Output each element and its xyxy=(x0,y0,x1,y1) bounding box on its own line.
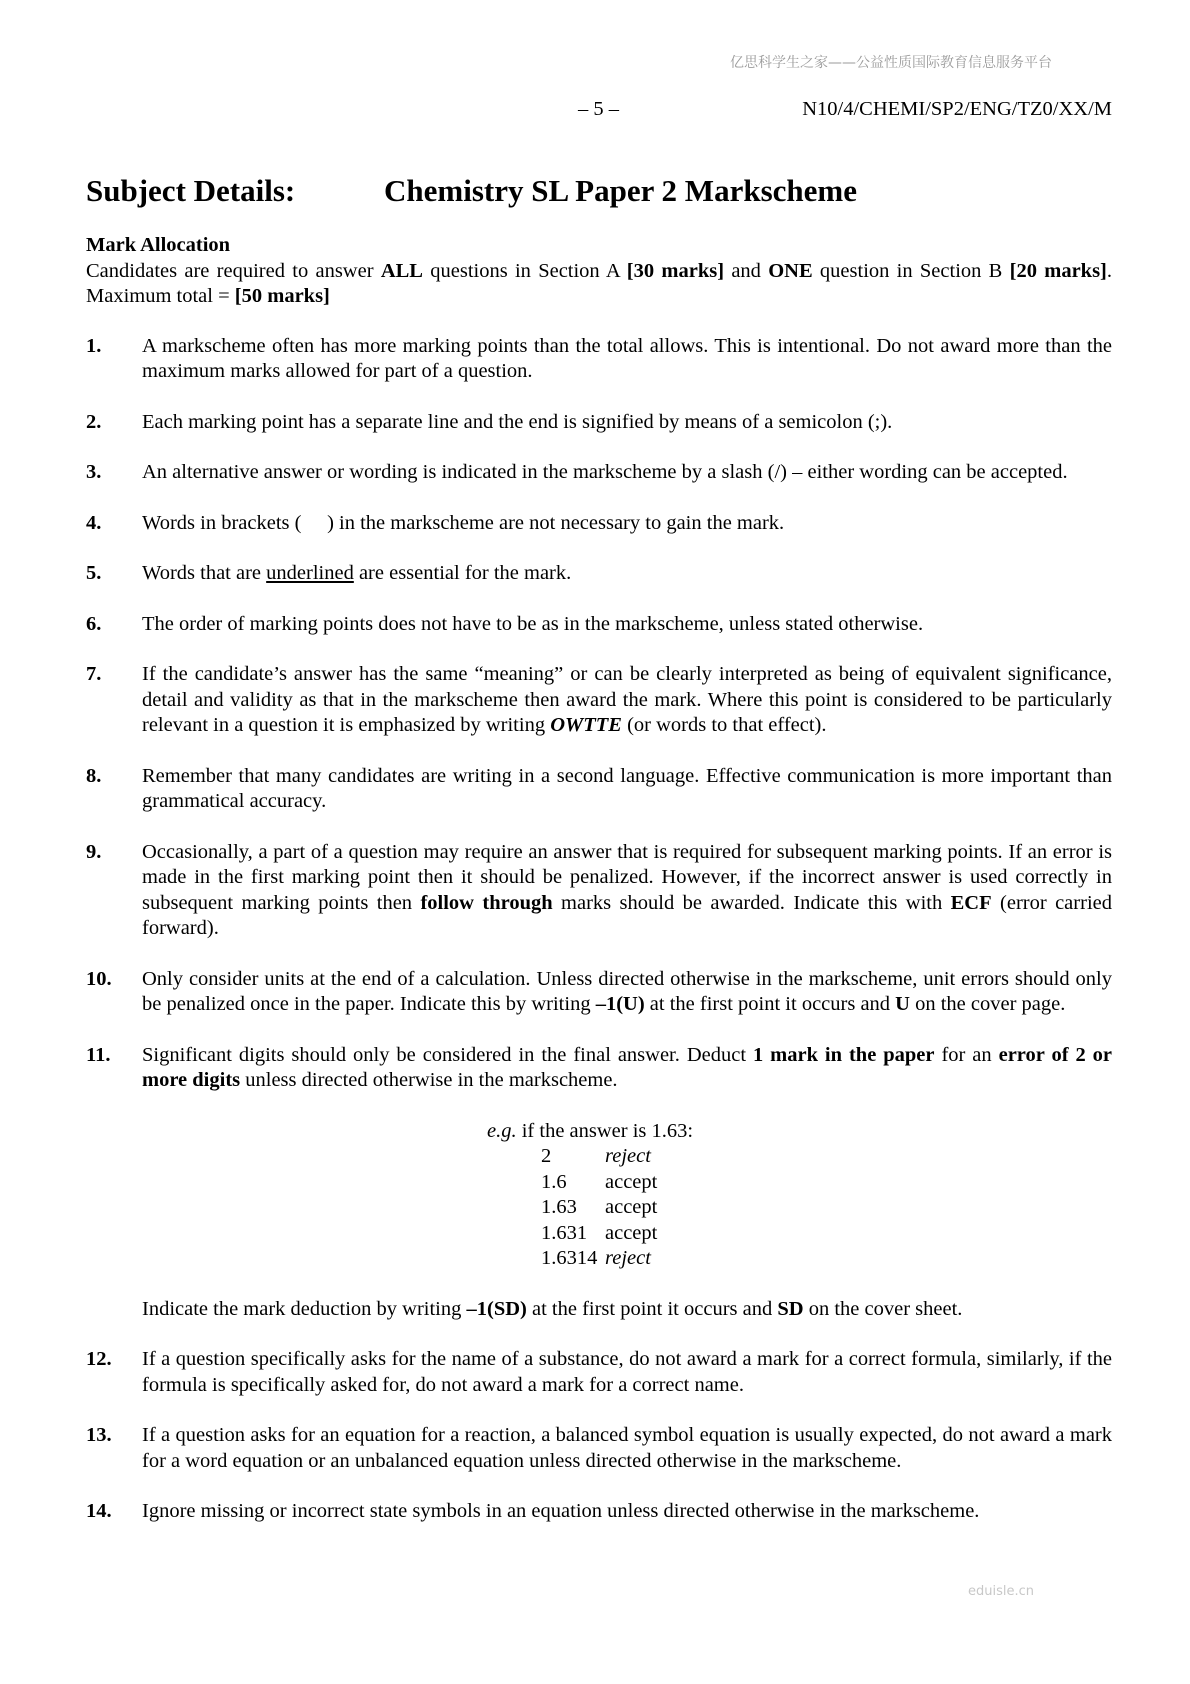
mark-allocation-heading: Mark Allocation xyxy=(86,234,231,256)
item-number: 9. xyxy=(86,840,102,863)
item-text: Words in brackets ( ) in the markscheme are not necessary to gain the mark. xyxy=(142,511,785,534)
list-item xyxy=(86,561,1112,587)
item-number: 7. xyxy=(86,663,102,685)
footer-watermark: eduisle.cn xyxy=(968,1584,1035,1599)
subject-title: Chemistry SL Paper 2 Markscheme xyxy=(384,173,857,208)
example-row: 2 reject xyxy=(541,1145,651,1167)
item-number: 8. xyxy=(86,764,102,787)
item-text: If a question specifically asks for the name of a substance, do not award a mark for a correct formula, similarly, if the formula is specifically asked for, do not award a mark for a correct name. xyxy=(142,1348,1112,1396)
item-text: Only consider units at the end of a calculation. Unless directed otherwise in the markscheme, unit errors should only be penalized once in the paper. Indicate this by writing –1(U) at the first point it occurs and U on the cover page. xyxy=(142,967,1112,1015)
item-text: A markscheme often has more marking points than the total allows. This is intentional. Do not award more than the maximum marks allowed for part of a question. xyxy=(142,334,1112,382)
list-item xyxy=(86,460,1112,486)
page-header xyxy=(0,97,1112,123)
markscheme-body xyxy=(86,233,1112,1525)
item-text: Words that are underlined are essential for the mark. xyxy=(142,562,572,584)
list-item xyxy=(86,1347,1112,1398)
item-text: If a question asks for an equation for a reaction, a balanced symbol equation is usually expected, do not award a mark for a word equation or an unbalanced equation unless directed otherwise in the markscheme. xyxy=(142,1424,1112,1472)
list-item xyxy=(86,410,1112,436)
item-number: 12. xyxy=(86,1348,112,1370)
item-text: If the candidate’s answer has the same “meaning” or can be clearly interpreted as being of equivalent significance, detail and validity as that in the markscheme then award the mark. Where this point is considered to be particularly relevant in a question it is emphasized by writing OWTTE (or words to that effect). xyxy=(142,663,1112,736)
subject-label: Subject Details: xyxy=(86,173,296,208)
item-number: 13. xyxy=(86,1424,112,1446)
subject-heading xyxy=(86,172,1112,210)
item-number: 3. xyxy=(86,461,102,483)
sig-fig-example xyxy=(86,1119,1112,1272)
example-intro: e.g. if the answer is 1.63: xyxy=(487,1119,694,1142)
list-item xyxy=(86,334,1112,385)
list-item xyxy=(86,1043,1112,1094)
item-number: 5. xyxy=(86,562,102,584)
item-number: 10. xyxy=(86,967,112,990)
mark-allocation-text: Candidates are required to answer ALL questions in Section A [30 marks] and ONE question in Section B [20 marks]. Maximum total = [50 marks] xyxy=(86,259,1113,307)
page-number: – 5 – xyxy=(578,98,619,120)
item-text: Each marking point has a separate line and the end is signified by means of a semicolon (;). xyxy=(142,410,893,433)
item-number: 1. xyxy=(86,334,102,357)
list-item xyxy=(86,612,1112,638)
item-text: The order of marking points does not have to be as in the markscheme, unless stated otherwise. xyxy=(142,612,924,635)
list-item xyxy=(86,764,1112,815)
list-item xyxy=(86,840,1112,942)
item-number: 2. xyxy=(86,410,102,433)
item-number: 11. xyxy=(86,1043,111,1066)
item-text: Occasionally, a part of a question may require an answer that is required for subsequent marking points. If an error is made in the first marking point then it should be penalized. However, if the incorrect answer is used correctly in subsequent marking points then follow through marks should be awarded. Indicate this with ECF (error carried forward). xyxy=(142,840,1112,939)
document-code: N10/4/CHEMI/SP2/ENG/TZ0/XX/M xyxy=(802,98,1112,120)
list-item xyxy=(86,662,1112,739)
item-text: Significant digits should only be considered in the final answer. Deduct 1 mark in the paper for an error of 2 or more digits unless directed otherwise in the markscheme. xyxy=(142,1043,1113,1091)
example-row: 1.6 accept xyxy=(541,1170,658,1193)
list-item xyxy=(86,967,1112,1018)
example-row: 1.63 accept xyxy=(541,1196,658,1218)
list-item xyxy=(86,1423,1112,1474)
item-number: 6. xyxy=(86,612,102,635)
item-text: An alternative answer or wording is indicated in the markscheme by a slash (/) – either wording can be accepted. xyxy=(142,461,1068,483)
sd-deduction-note: Indicate the mark deduction by writing –1(SD) at the first point it occurs and SD on the cover sheet. xyxy=(142,1297,963,1320)
item-number: 4. xyxy=(86,511,102,534)
item-text: Ignore missing or incorrect state symbols in an equation unless directed otherwise in the markscheme. xyxy=(142,1500,980,1522)
example-row: 1.631 accept xyxy=(541,1221,658,1244)
list-item xyxy=(86,511,1112,537)
watermark-text: 亿思科学生之家——公益性质国际教育信息服务平台 xyxy=(730,55,1052,71)
item-text: Remember that many candidates are writing in a second language. Effective communication is more important than grammatical accuracy. xyxy=(142,764,1112,812)
list-item xyxy=(86,1499,1112,1525)
item-number: 14. xyxy=(86,1500,112,1522)
example-row: 1.6314 reject xyxy=(541,1247,651,1269)
